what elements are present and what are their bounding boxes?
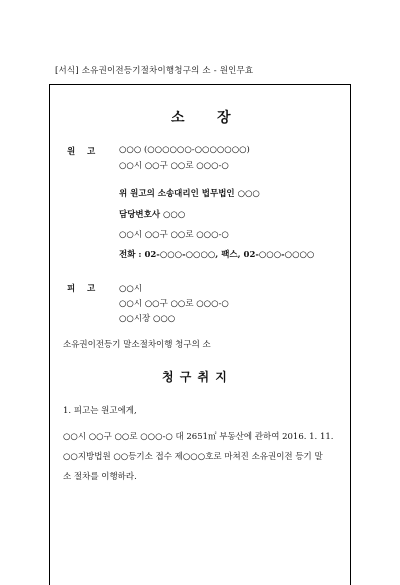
claim-section-title: 청 구 취 지 xyxy=(162,370,228,384)
defendant-name: ○○시 xyxy=(119,284,143,294)
plaintiff-name: ○○○ (○○○○○○-○○○○○○○) xyxy=(119,145,250,155)
defendant-address: ○○시 ○○구 ○○로 ○○○-○ xyxy=(119,299,229,309)
plaintiff-label: 원 고 xyxy=(67,147,96,157)
attorney-contact: 전화 : 02-○○○-○○○○, 팩스, 02-○○○-○○○○ xyxy=(119,250,315,260)
document-header: [서식] 소유권이전등기절차이행청구의 소 - 원인무효 xyxy=(55,66,254,76)
defendant-label: 피 고 xyxy=(67,284,96,294)
title-char-2: 장 xyxy=(217,110,231,126)
attorney-lawyer: 담당변호사 ○○○ xyxy=(119,210,186,220)
claim-paragraph-line-2: ○○지방법원 ○○등기소 접수 제○○○호로 마쳐진 소유권이전 등기 말 xyxy=(63,452,323,462)
attorney-address: ○○시 ○○구 ○○로 ○○○-○ xyxy=(119,230,229,240)
defendant-representative: ○○시장 ○○○ xyxy=(119,314,176,324)
claim-item-1: 1. 피고는 원고에게, xyxy=(63,406,137,416)
claim-paragraph-line-3: 소 절차를 이행하라. xyxy=(63,472,137,482)
attorney-firm: 위 원고의 소송대리인 법무법인 ○○○ xyxy=(119,189,260,199)
title-char-1: 소 xyxy=(171,110,185,126)
plaintiff-address: ○○시 ○○구 ○○로 ○○○-○ xyxy=(119,161,229,171)
case-name: 소유권이전등기 말소절차이행 청구의 소 xyxy=(63,340,211,350)
claim-paragraph-line-1: ○○시 ○○구 ○○로 ○○○-○ 대 2651㎡ 부동산에 관하여 2016. 1. 11. xyxy=(63,432,334,442)
